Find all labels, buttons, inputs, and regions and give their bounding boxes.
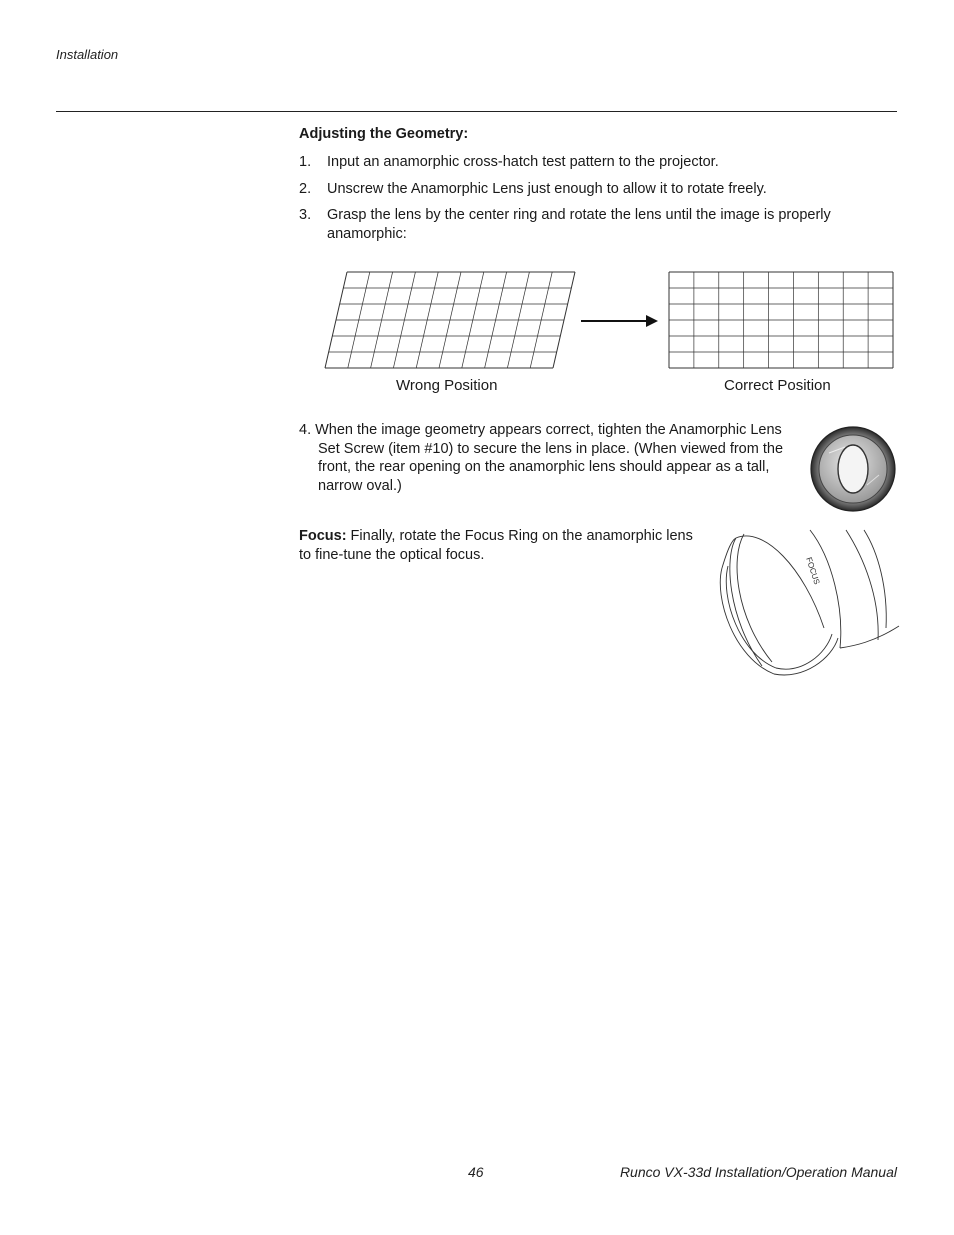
- step-number: 1.: [299, 154, 312, 170]
- step-4-text: 4. When the image geometry appears correct, tighten the Anamorphic Lens Set Screw (item #10) to secure the lens in place. (When viewed from the front, the rear opening on the anamorphic lens should appear as a tall, narrow oval.): [299, 422, 784, 494]
- focus-ring-illustration: [714, 528, 904, 680]
- correct-position-grid: [668, 271, 896, 371]
- focus-label: Focus:: [299, 528, 347, 544]
- focus-text: Finally, rotate the Focus Ring on the anamorphic lens to fine-tune the optical focus.: [299, 528, 693, 563]
- header-divider: [56, 111, 897, 112]
- wrong-position-caption: Wrong Position: [396, 377, 498, 394]
- section-heading: Adjusting the Geometry:: [299, 126, 469, 142]
- list-item: [299, 180, 869, 200]
- list-item: [299, 206, 869, 246]
- focus-paragraph: [299, 527, 699, 565]
- step-number: 3.: [299, 207, 312, 223]
- step-text: Grasp the lens by the center ring and rotate the lens until the image is properly anamorphic:: [327, 207, 831, 242]
- header-section-label: Installation: [56, 47, 119, 62]
- wrong-position-grid: [320, 268, 580, 372]
- arrow-icon: [580, 312, 662, 330]
- step-text: Input an anamorphic cross-hatch test pattern to the projector.: [327, 154, 719, 170]
- lens-front-view-illustration: [809, 425, 899, 513]
- step-text: Unscrew the Anamorphic Lens just enough to allow it to rotate freely.: [327, 181, 767, 197]
- correct-position-caption: Correct Position: [724, 377, 831, 394]
- list-item: [299, 153, 869, 173]
- manual-title: Runco VX-33d Installation/Operation Manual: [619, 1164, 897, 1180]
- page-number: 46: [468, 1164, 484, 1180]
- focus-ring-label: FOCUS: [804, 556, 822, 586]
- step-number: 2.: [299, 181, 312, 197]
